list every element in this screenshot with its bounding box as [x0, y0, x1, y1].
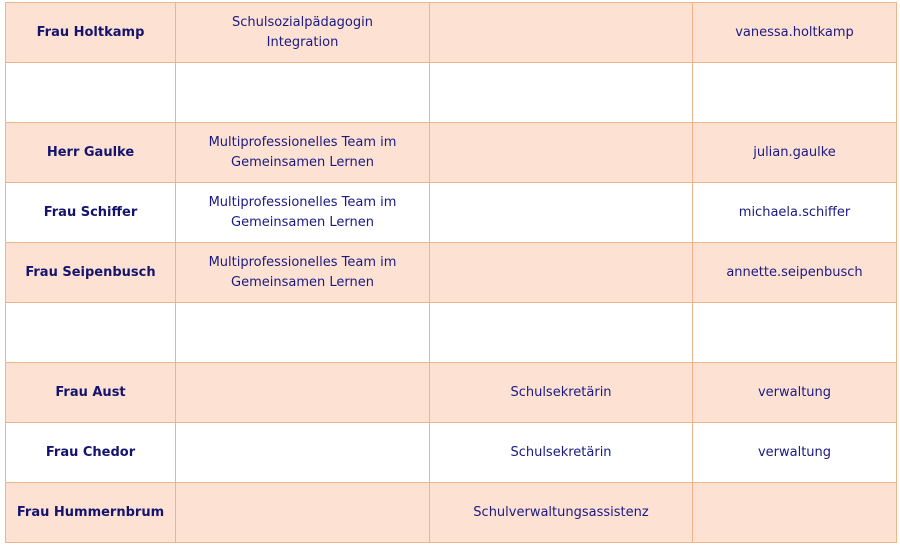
staff-email: verwaltung [693, 363, 897, 423]
staff-position: Schulsekretärin [430, 423, 693, 483]
table-row [6, 483, 897, 543]
staff-position [430, 303, 693, 363]
staff-table [5, 2, 897, 543]
table-row [6, 243, 897, 303]
staff-position [430, 123, 693, 183]
staff-role [176, 423, 430, 483]
staff-name: Frau Hummernbrum [6, 483, 176, 543]
staff-name [6, 303, 176, 363]
staff-name: Frau Holtkamp [6, 3, 176, 63]
table-row [6, 123, 897, 183]
staff-email: vanessa.holtkamp [693, 3, 897, 63]
staff-name: Frau Seipenbusch [6, 243, 176, 303]
staff-role: Multiprofessionelles Team im Gemeinsamen Lernen [176, 243, 430, 303]
staff-email [693, 303, 897, 363]
staff-name: Frau Schiffer [6, 183, 176, 243]
staff-email: michaela.schiffer [693, 183, 897, 243]
staff-position [430, 63, 693, 123]
staff-role [176, 363, 430, 423]
staff-email: annette.seipenbusch [693, 243, 897, 303]
table-row [6, 303, 897, 363]
table-row [6, 183, 897, 243]
staff-name: Herr Gaulke [6, 123, 176, 183]
table-row [6, 63, 897, 123]
staff-name [6, 63, 176, 123]
staff-role: Schulsozialpädagogin Integration [176, 3, 430, 63]
staff-role [176, 483, 430, 543]
table-row [6, 3, 897, 63]
staff-role: Multiprofessionelles Team im Gemeinsamen Lernen [176, 183, 430, 243]
staff-position [430, 243, 693, 303]
staff-email: verwaltung [693, 423, 897, 483]
staff-name: Frau Chedor [6, 423, 176, 483]
staff-role: Multiprofessionelles Team im Gemeinsamen Lernen [176, 123, 430, 183]
table-row [6, 363, 897, 423]
staff-position [430, 3, 693, 63]
staff-position [430, 183, 693, 243]
staff-role [176, 63, 430, 123]
staff-email: julian.gaulke [693, 123, 897, 183]
staff-position: Schulsekretärin [430, 363, 693, 423]
staff-role [176, 303, 430, 363]
staff-email [693, 483, 897, 543]
staff-email [693, 63, 897, 123]
staff-name: Frau Aust [6, 363, 176, 423]
table-row [6, 423, 897, 483]
staff-table-body [6, 3, 897, 543]
staff-position: Schulverwaltungsassistenz [430, 483, 693, 543]
